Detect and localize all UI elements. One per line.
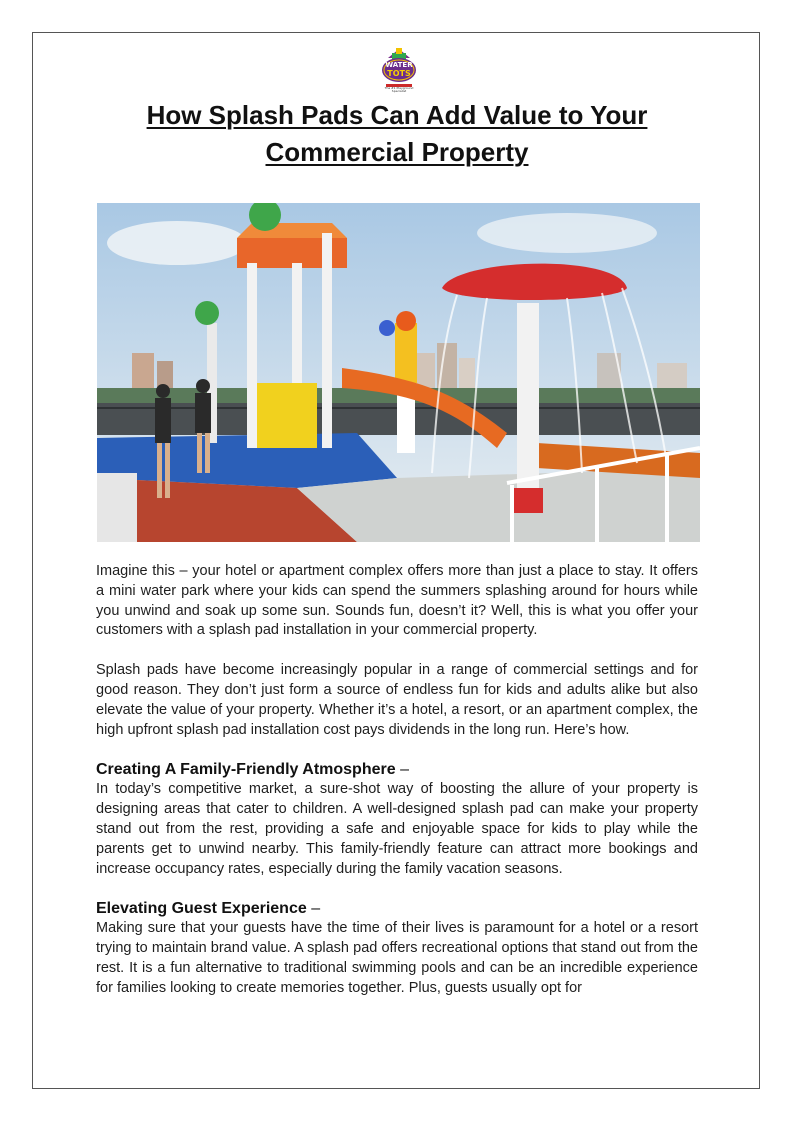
intro-paragraph: Imagine this – your hotel or apartment complex offers more than just a place to stay. It offers a mini water park where your kids can spend the summers splashing around for hours while you unwind and soak up some sun. Sounds fun, doesn’t it? Well, this is what you offer your customers with a splash pad installation in your commercial property. [96,563,698,639]
heading-dash: – [311,900,321,918]
page-title: How Splash Pads Can Add Value to Your Commercial Property [146,100,648,167]
section-heading-family-friendly [96,760,698,780]
value-paragraph: Splash pads have become increasingly popular in a range of commercial settings and for good reason. They don’t just form a source of endless fun for kids and adults alike but also elevate the value of your property. Whether it’s a hotel, a resort, or an apartment complex, the high upfront splash pad installation cost pays dividends in the long run. Here’s how. [96,662,698,738]
section-body-family-friendly: In today’s competitive market, a sure-shot way of boosting the allure of your property is designing areas that cater to children. A well-designed splash pad can make your property stand out from the rest, providing a safe and enjoyable space for kids to play while the parents get to unwind nearby. This family-friendly feature can attract more bookings and increase occupancy rates, especially during the family vacation seasons. [96,781,698,877]
section-heading-guest-experience [96,899,698,919]
splash-pad-photo [97,203,700,542]
logo-word-tots: TOTS [387,69,411,78]
logo-tagline: The #1 Playground Specialist [384,86,414,93]
logo-word-water: WATER [385,61,413,69]
section-body-guest-experience: Making sure that your guests have the time of their lives is paramount for a hotel or a resort trying to maintain brand value. A splash pad offers recreational options that stand out from the rest. It is a fun alternative to traditional swimming pools and can be an incredible experience for families looking to create memories together. Plus, guests usually opt for [96,920,698,996]
article-body [96,562,698,999]
heading-dash: – [400,761,409,779]
heading-text: Creating A Family-Friendly Atmosphere [96,761,396,779]
water-tots-logo [380,47,418,91]
heading-text: Elevating Guest Experience [96,900,307,918]
splash-pad-photo-icon [97,203,700,542]
